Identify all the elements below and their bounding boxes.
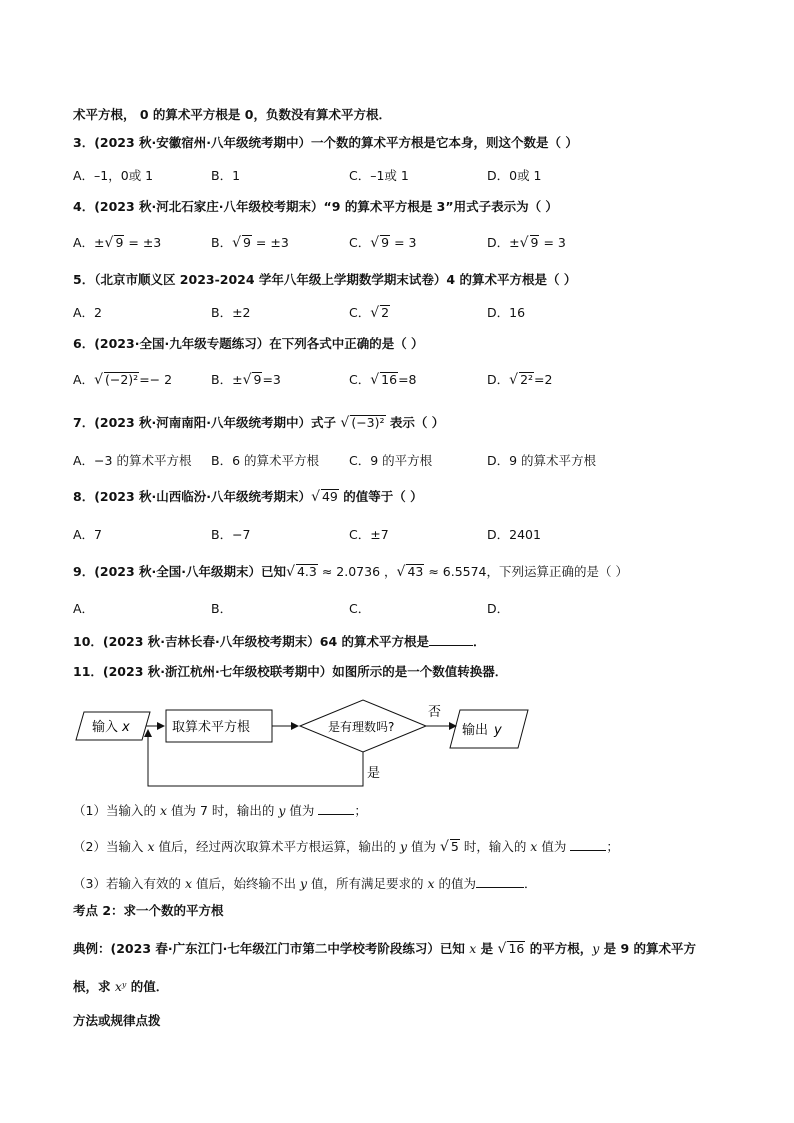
q7-option-c: C．9 的平方根: [349, 453, 433, 468]
q4-option-d: D．±√ 9 = 3: [487, 235, 566, 251]
q7-option-b: B．6 的算术平方根: [211, 453, 320, 468]
q3-option-a: A．–1，0或 1: [73, 168, 154, 183]
question-10: 10．(2023 秋·吉林长春·八年级校考期末）64 的算术平方根是 ．: [73, 634, 486, 649]
question-9: 9．(2023 秋·全国·八年级期末）已知√ 4.3 ≈ 2.0736 ，√ 43 ≈ 6.5574，下列运算正确的是（ ）: [73, 564, 628, 580]
q5-option-a: A．2: [73, 305, 103, 320]
process-label: 取算术平方根: [172, 720, 251, 735]
q11-part-3: （3）若输入有效的 x 值后，始终输不出 y 值，所有满足要求的 x 的值为 ．: [73, 876, 537, 891]
q8-option-a: A．7: [73, 527, 103, 542]
q11-part-2: （2）当输入 x 值后，经过两次取算术平方根运算，输出的 y 值为 √ 5 时，输入的 x 值为 ；: [73, 839, 619, 855]
question-3: 3．(2023 秋·安徽宿州·八年级统考期中）一个数的算术平方根是它本身，则这个数是（ ）: [73, 135, 578, 150]
method-heading: 方法或规律点拨: [73, 1013, 161, 1028]
yes-label: 是: [367, 766, 381, 781]
question-5: 5．（北京市顺义区 2023-2024 学年八年级上学期数学期末试卷）4 的算术平方根是（ ）: [73, 272, 577, 287]
example-problem-line2: 根，求 xʸ 的值．: [73, 979, 169, 994]
question-4: 4．(2023 秋·河北石家庄·八年级校考期末）“9 的算术平方根是 3”用式子表示为（ ）: [73, 199, 558, 214]
flowchart: [70, 694, 540, 790]
q6-option-c: C．√ 16=8: [349, 372, 417, 388]
intro-text: 术平方根， 0 的算术平方根是 0，负数没有算术平方根．: [73, 107, 391, 122]
q8-option-c: C．±7: [349, 527, 389, 542]
answer-blank: [570, 850, 606, 851]
q9-option-d: D．: [487, 601, 510, 616]
q9-option-a: A．: [73, 601, 95, 616]
output-label: 输出: [462, 723, 489, 738]
q8-option-d: D．2401: [487, 527, 541, 542]
section-heading-kp2: 考点 2：求一个数的平方根: [73, 903, 224, 918]
no-label: 否: [428, 705, 442, 720]
q3-option-c: C．–1或 1: [349, 168, 409, 183]
q5-option-c: C．√ 2: [349, 305, 390, 321]
output-var: y: [494, 723, 502, 738]
question-11: 11．(2023 秋·浙江杭州·七年级校联考期中）如图所示的是一个数值转换器．: [73, 664, 508, 679]
q9-option-b: B．: [211, 601, 233, 616]
q3-option-d: D．0或 1: [487, 168, 542, 183]
input-label: 输入: [92, 720, 119, 735]
q4-option-b: B．√ 9 = ±3: [211, 235, 289, 251]
q9-option-c: C．: [349, 601, 371, 616]
question-6: 6．(2023·全国·九年级专题练习）在下列各式中正确的是（ ）: [73, 336, 424, 351]
question-7: 7．(2023 秋·河南南阳·八年级统考期中）式子 √ (−3)² 表示（ ）: [73, 415, 445, 431]
decision-label: 是有理数吗?: [328, 720, 395, 734]
q3-option-b: B．1: [211, 168, 241, 183]
q7-option-d: D．9 的算术平方根: [487, 453, 597, 468]
q5-option-d: D．16: [487, 305, 526, 320]
answer-blank: [318, 814, 354, 815]
q6-option-b: B．±√ 9=3: [211, 372, 281, 388]
q7-option-a: A．−3 的算术平方根: [73, 453, 192, 468]
answer-blank: [429, 645, 473, 646]
q8-option-b: B．−7: [211, 527, 251, 542]
q5-option-b: B．±2: [211, 305, 251, 320]
input-var: x: [122, 720, 130, 735]
example-problem: 典例：(2023 春·广东江门·七年级江门市第二中学校考阶段练习）已知 x 是 √ 16 的平方根，y 是 9 的算术平方: [73, 941, 697, 957]
q4-option-a: A．±√ 9 = ±3: [73, 235, 162, 251]
answer-blank: [476, 887, 524, 888]
q4-option-c: C．√ 9 = 3: [349, 235, 417, 251]
q6-option-a: A．√ (−2)²=− 2: [73, 372, 173, 388]
q6-option-d: D．√ 2²=2: [487, 372, 553, 388]
q11-part-1: （1）当输入的 x 值为 7 时，输出的 y 值为 ；: [73, 803, 367, 818]
question-8: 8．(2023 秋·山西临汾·八年级统考期末）√ 49 的值等于（ ）: [73, 489, 423, 505]
